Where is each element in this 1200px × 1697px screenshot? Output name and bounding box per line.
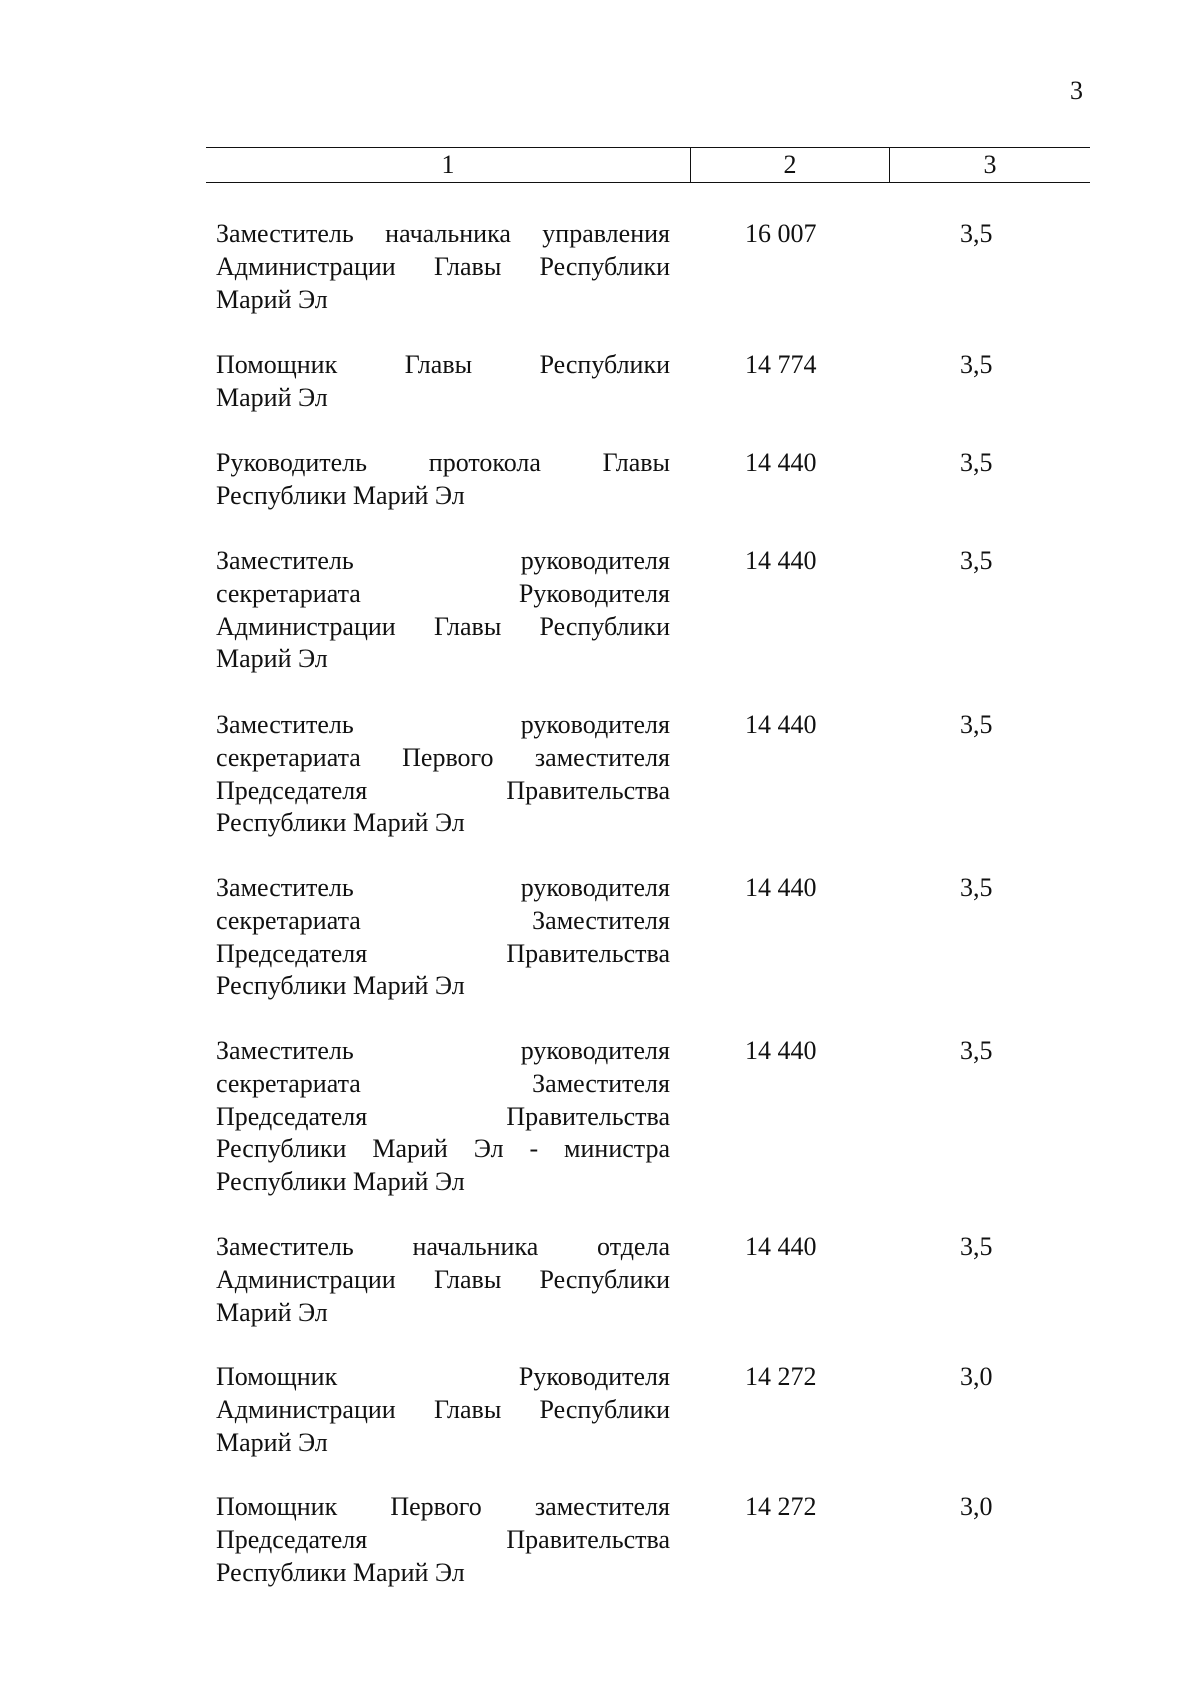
position-title xyxy=(216,218,670,316)
position-title xyxy=(216,1035,670,1199)
position-title-line: Марий Эл xyxy=(216,1427,328,1457)
coefficient-value: 3,5 xyxy=(960,350,993,379)
position-title xyxy=(216,349,670,415)
coefficient-value: 3,5 xyxy=(960,710,993,739)
page-number: 3 xyxy=(1070,76,1083,105)
position-title-line: Руководитель протокола Главы xyxy=(216,448,670,477)
position-title-line: Заместитель руководителя xyxy=(216,873,670,902)
header-col-1: 1 xyxy=(441,150,455,179)
position-title-line: Администрации Главы Республики xyxy=(216,1264,670,1294)
coefficient-value: 3,5 xyxy=(960,1232,993,1261)
position-title-line: Администрации Главы Республики xyxy=(216,251,670,281)
salary-value: 14 440 xyxy=(745,1232,817,1261)
coefficient-value: 3,5 xyxy=(960,219,993,248)
position-title-line: Республики Марий Эл xyxy=(216,480,465,510)
position-title-line: Администрации Главы Республики xyxy=(216,1394,670,1424)
coefficient-value: 3,0 xyxy=(960,1362,993,1391)
position-title-line: секретариата Руководителя xyxy=(216,578,670,608)
position-title xyxy=(216,1361,670,1459)
salary-value: 14 440 xyxy=(745,546,817,575)
salary-value: 14 440 xyxy=(745,873,817,902)
position-title-line: Председателя Правительства xyxy=(216,1524,670,1554)
header-col-3: 3 xyxy=(983,150,997,179)
salary-value: 14 440 xyxy=(745,710,817,739)
position-title-line: Председателя Правительства xyxy=(216,1101,670,1131)
salary-value: 14 774 xyxy=(745,350,817,379)
position-title-line: Заместитель руководителя xyxy=(216,1036,670,1065)
position-title-line: секретариата Заместителя xyxy=(216,905,670,935)
position-title-line: Заместитель руководителя xyxy=(216,546,670,575)
position-title-line: Республики Марий Эл - министра xyxy=(216,1134,670,1164)
position-title-line: Председателя Правительства xyxy=(216,938,670,968)
salary-value: 14 440 xyxy=(745,448,817,477)
position-title xyxy=(216,1231,670,1329)
position-title-line: Республики Марий Эл xyxy=(216,971,465,1001)
position-title-line: Помощник Главы Республики xyxy=(216,350,670,379)
position-title xyxy=(216,447,670,513)
coefficient-value: 3,5 xyxy=(960,448,993,477)
position-title-line: Администрации Главы Республики xyxy=(216,611,670,641)
salary-value: 14 272 xyxy=(745,1492,817,1521)
position-title-line: Заместитель начальника управления xyxy=(216,219,670,248)
position-title-line: Республики Марий Эл xyxy=(216,1557,465,1587)
position-title-line: Марий Эл xyxy=(216,1297,328,1327)
position-title-line: Марий Эл xyxy=(216,284,328,314)
position-title xyxy=(216,1491,670,1589)
position-title xyxy=(216,709,670,840)
position-title-line: Помощник Первого заместителя xyxy=(216,1492,670,1521)
position-title-line: Республики Марий Эл xyxy=(216,1167,465,1197)
position-title-line: секретариата Заместителя xyxy=(216,1068,670,1098)
coefficient-value: 3,0 xyxy=(960,1492,993,1521)
position-title xyxy=(216,545,670,676)
position-title-line: Заместитель начальника отдела xyxy=(216,1232,670,1261)
salary-value: 14 272 xyxy=(745,1362,817,1391)
position-title-line: Помощник Руководителя xyxy=(216,1362,670,1391)
salary-value: 14 440 xyxy=(745,1036,817,1065)
position-title-line: Председателя Правительства xyxy=(216,775,670,805)
position-title-line: Марий Эл xyxy=(216,644,328,674)
position-title-line: Заместитель руководителя xyxy=(216,710,670,739)
coefficient-value: 3,5 xyxy=(960,546,993,575)
coefficient-value: 3,5 xyxy=(960,873,993,902)
header-col-2: 2 xyxy=(690,148,890,182)
coefficient-value: 3,5 xyxy=(960,1036,993,1065)
salary-value: 16 007 xyxy=(745,219,817,248)
position-title-line: Республики Марий Эл xyxy=(216,808,465,838)
position-title-line: Марий Эл xyxy=(216,382,328,412)
table-header xyxy=(206,147,1090,183)
position-title-line: секретариата Первого заместителя xyxy=(216,742,670,772)
position-title xyxy=(216,872,670,1003)
